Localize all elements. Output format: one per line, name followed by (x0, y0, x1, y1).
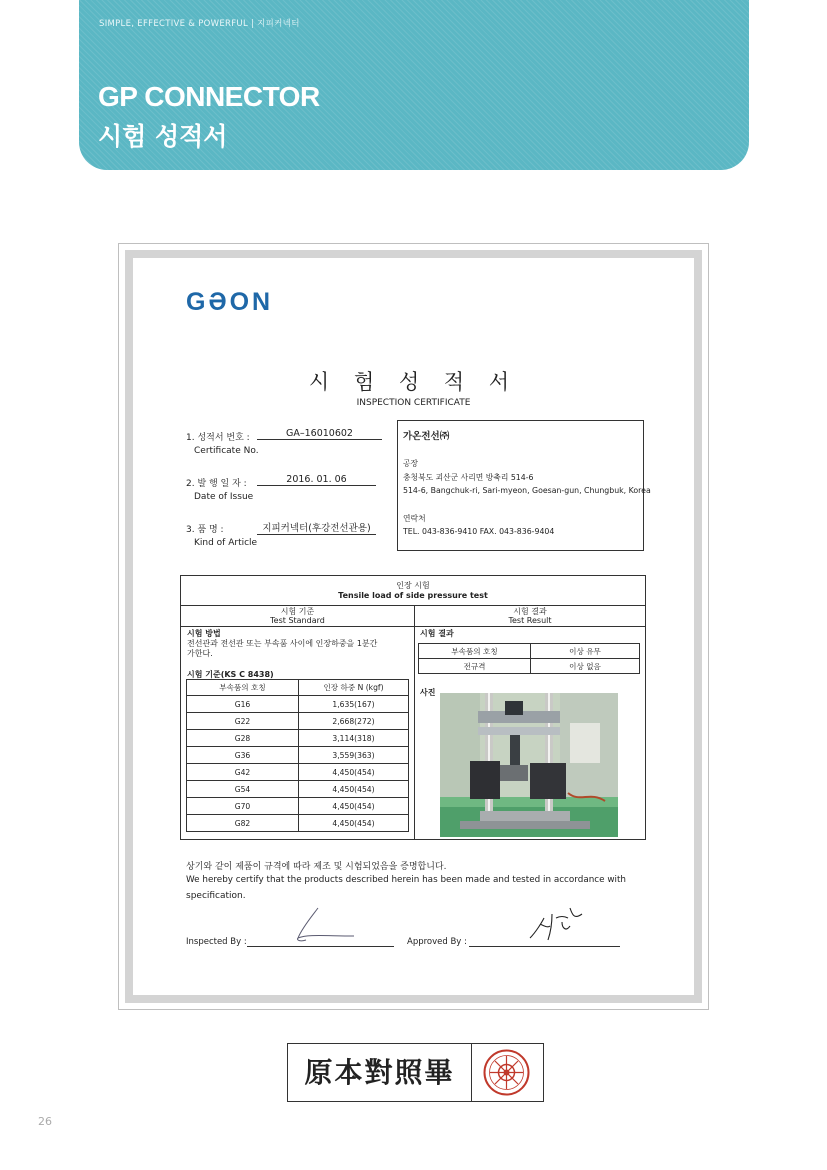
company-name: 가온전선㈜ (403, 431, 450, 442)
criteria-cell-fitting: G22 (187, 713, 299, 730)
test-title-row (181, 576, 645, 606)
test-machine-illustration (440, 693, 618, 837)
result-header-fitting: 부속품의 호칭 (419, 644, 531, 659)
criteria-cell-load: 3,559(363) (299, 747, 409, 764)
test-machine-photo (440, 693, 618, 837)
company-info-box (397, 420, 651, 551)
criteria-cell-fitting: G42 (187, 764, 299, 781)
page-number: 26 (38, 1115, 52, 1128)
approved-by-line (469, 946, 620, 947)
result-label: 시험 결과 (420, 629, 454, 638)
criteria-cell-load: 4,450(454) (299, 815, 409, 832)
criteria-cell-load: 4,450(454) (299, 764, 409, 781)
header-band (79, 0, 749, 170)
red-seal-icon (479, 1048, 534, 1097)
table-row (187, 696, 409, 713)
method-text-line2: 가한다. (187, 649, 213, 658)
result-cell-status: 이상 없음 (531, 659, 640, 674)
certificate-title-en: INSPECTION CERTIFICATE (356, 398, 471, 408)
result-header-row (419, 644, 640, 659)
table-row (187, 730, 409, 747)
certify-statement-en-1: We hereby certify that the products described herein has been made and tested in accordance with (186, 875, 626, 885)
address-ko: 충청북도 괴산군 사리면 방축리 514-6 (403, 473, 534, 482)
field-value: 2016. 01. 06 (257, 474, 376, 486)
criteria-header-fitting: 부속품의 호칭 (187, 680, 299, 696)
table-row (187, 815, 409, 832)
result-header-ko: 시험 결과 (513, 607, 547, 616)
field-label-ko: 1. 성적서 번호 : (186, 433, 250, 443)
test-title-ko: 인장 시험 (396, 581, 430, 590)
table-row (187, 781, 409, 798)
table-row (187, 713, 409, 730)
inspector-signature (290, 904, 360, 944)
certify-statement-en-2: specification. (186, 891, 246, 901)
method-text-line1: 전선관과 전선관 또는 부속품 사이에 인장하중을 1분간 (187, 639, 378, 648)
result-cell-fitting: 전규격 (419, 659, 531, 674)
criteria-cell-load: 3,114(318) (299, 730, 409, 747)
field-label-ko: 2. 발 행 일 자 : (186, 479, 247, 489)
contact-label: 연락처 (403, 514, 426, 523)
certify-statement-ko: 상기와 같이 제품이 규격에 따라 제조 및 시험되었음을 증명합니다. (186, 862, 447, 872)
standard-header-en: Test Standard (270, 616, 325, 625)
result-header-en: Test Result (508, 616, 552, 625)
header-title-en: GP CONNECTOR (98, 81, 320, 112)
header-tagline: SIMPLE, EFFECTIVE & POWERFUL | 지피커넥터 (99, 19, 300, 29)
approved-by-label: Approved By : (407, 937, 467, 947)
field-value: GA–16010602 (257, 428, 382, 440)
field-label-en: Kind of Article (194, 538, 258, 548)
table-row (187, 747, 409, 764)
field-label-en: Date of Issue (194, 492, 254, 502)
criteria-cell-load: 1,635(167) (299, 696, 409, 713)
inspected-by-label: Inspected By : (186, 937, 247, 947)
approver-signature (526, 904, 586, 944)
method-label: 시험 방법 (187, 629, 221, 638)
criteria-table (186, 679, 409, 832)
certificate-title-ko: 시 험 성 적 서 (308, 370, 519, 394)
criteria-cell-load: 4,450(454) (299, 798, 409, 815)
field-label-en: Certificate No. (194, 446, 259, 456)
factory-label: 공장 (403, 459, 419, 468)
stamp-text: 原本對照畢 (288, 1044, 472, 1101)
standard-header-ko: 시험 기준 (280, 607, 315, 616)
inspected-by-line (247, 946, 394, 947)
criteria-label: 시험 기준(KS C 8438) (187, 670, 274, 679)
field-value: 지피커넥터(후강전선관용) (257, 520, 376, 535)
result-header-status: 이상 유무 (531, 644, 640, 659)
original-copy-stamp (287, 1043, 544, 1102)
criteria-header-load: 인장 하중 N (kgf) (299, 680, 409, 696)
criteria-cell-fitting: G54 (187, 781, 299, 798)
field-label-ko: 3. 품 명 : (186, 525, 224, 535)
standard-header (181, 605, 414, 627)
criteria-cell-load: 4,450(454) (299, 781, 409, 798)
gaon-logo: GƏON (186, 288, 274, 316)
table-row (419, 659, 640, 674)
test-title-en: Tensile load of side pressure test (338, 591, 488, 600)
photo-label: 사진 (420, 688, 436, 697)
criteria-header-row (187, 680, 409, 696)
table-row (187, 798, 409, 815)
criteria-cell-load: 2,668(272) (299, 713, 409, 730)
table-row (187, 764, 409, 781)
address-en: 514-6, Bangchuk-ri, Sari-myeon, Goesan-gun, Chungbuk, Korea (403, 486, 651, 495)
contact-info: TEL. 043-836-9410 FAX. 043-836-9404 (403, 527, 555, 536)
criteria-cell-fitting: G70 (187, 798, 299, 815)
criteria-cell-fitting: G36 (187, 747, 299, 764)
header-title-ko: 시험 성적서 (98, 122, 228, 151)
column-divider (414, 605, 415, 839)
criteria-cell-fitting: G28 (187, 730, 299, 747)
result-table (418, 643, 640, 674)
criteria-cell-fitting: G16 (187, 696, 299, 713)
criteria-cell-fitting: G82 (187, 815, 299, 832)
result-header (415, 605, 645, 627)
